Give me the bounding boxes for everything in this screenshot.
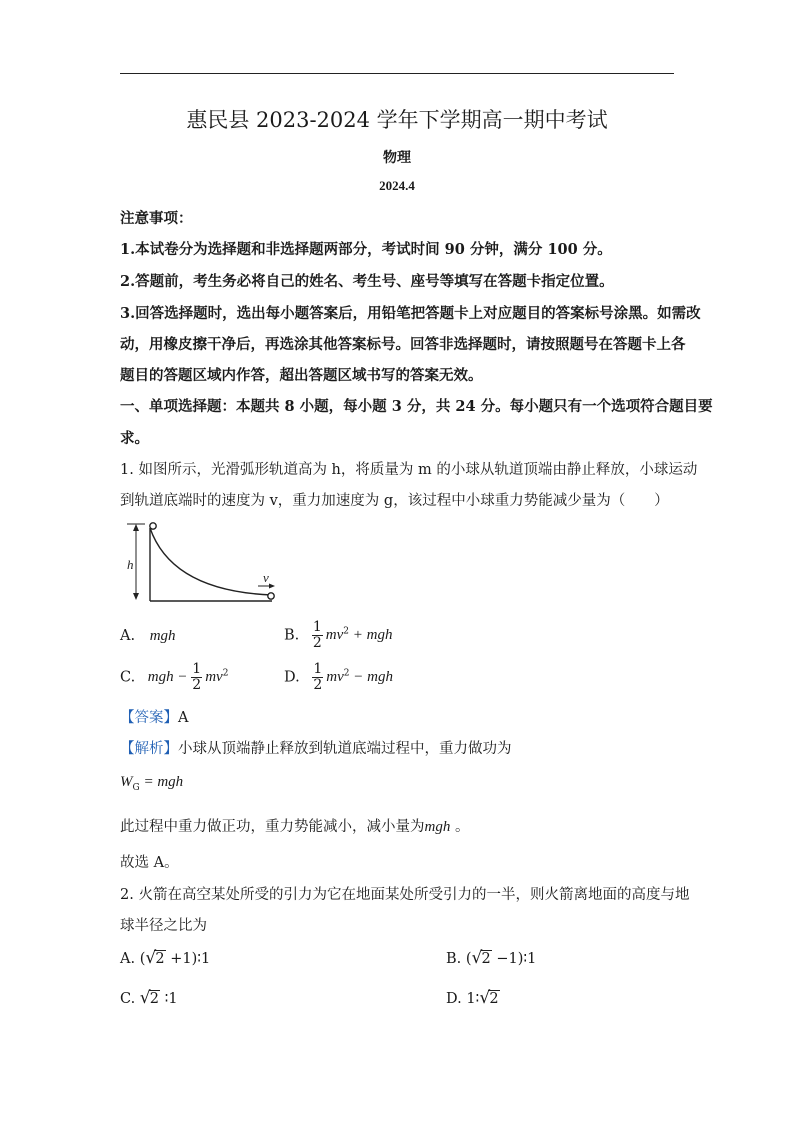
q2-option-b[interactable] xyxy=(446,951,536,967)
notice-item-3-line-2: 动，用橡皮擦干净后，再选涂其他答案标号。回答非选择题时，请按照题号在答题卡上各 xyxy=(120,336,686,353)
option-d-fraction: $\frac{1}{2}$ xyxy=(313,661,323,693)
option-d-exp: 2 xyxy=(343,668,350,679)
option-a-text: mgh xyxy=(149,628,176,644)
q1-option-d[interactable] xyxy=(284,662,393,693)
option-c-label: C. xyxy=(120,669,136,686)
q1-analysis xyxy=(120,737,512,758)
q1-choose: 故选 A。 xyxy=(120,855,179,871)
option-b-mv: mv xyxy=(325,627,344,643)
q2-option-d[interactable] xyxy=(446,991,500,1007)
q1-track-figure xyxy=(124,519,284,609)
q2-stem-line-2: 球半径之比为 xyxy=(120,918,207,934)
notice-item-3-line-1: 3.回答选择题时，选出每小题答案后，用铅笔把答题卡上对应题目的答案标号涂黑。如需改 xyxy=(120,305,701,322)
option-c-pre: mgh − xyxy=(147,669,192,685)
option-b-label: B. xyxy=(284,627,300,644)
exam-title: 惠民县 2023-2024 学年下学期高一期中考试 xyxy=(186,108,608,132)
q1-option-a[interactable] xyxy=(120,628,176,645)
q2-a-sqrt: √ 2 xyxy=(145,951,165,967)
q1-stem-line-1: 1. 如图所示，光滑弧形轨道高为 h，将质量为 m 的小球从轨道顶端由静止释放，小球运动 xyxy=(120,462,698,478)
conclusion-pre: 此过程中重力做正功，重力势能减小，减小量为 xyxy=(120,819,425,835)
q2-b-pre: B. ( xyxy=(446,951,472,967)
conclusion-math: mgh xyxy=(424,819,451,835)
notice-item-3-line-3: 题目的答题区域内作答，超出答题区域书写的答案无效。 xyxy=(120,367,483,384)
q1-answer xyxy=(120,706,188,727)
notice-item-1: 1.本试卷分为选择题和非选择题两部分，考试时间 90 分钟，满分 100 分。 xyxy=(120,241,612,258)
option-c-exp: 2 xyxy=(222,668,229,679)
option-c-fraction: $\frac{1}{2}$ xyxy=(192,661,202,693)
option-c-mv: mv xyxy=(205,669,223,685)
exam-subject: 物理 xyxy=(383,150,411,166)
exam-date: 2024.4 xyxy=(379,178,415,193)
q2-b-post: −1)∶1 xyxy=(491,951,537,967)
conclusion-post: 。 xyxy=(450,819,470,835)
q1-option-b[interactable] xyxy=(284,620,393,651)
notice-heading: 注意事项： xyxy=(120,210,193,227)
option-d-rest: − mgh xyxy=(349,669,393,685)
notice-item-2: 2.答题前，考生务必将自己的姓名、考生号、座号等填写在答题卡指定位置。 xyxy=(120,273,614,290)
answer-value: A xyxy=(178,710,189,726)
q2-c-post: ∶1 xyxy=(160,991,178,1007)
q2-a-pre: A. ( xyxy=(120,951,146,967)
q2-option-c[interactable] xyxy=(120,991,178,1007)
header-rule xyxy=(120,73,674,74)
q2-b-sqrt: √ 2 xyxy=(472,951,492,967)
q2-c-sqrt: √ 2 xyxy=(140,991,160,1007)
option-b-fraction: $\frac{1}{2}$ xyxy=(312,619,322,651)
analysis-tag: 【解析】 xyxy=(120,741,178,757)
ball-top-icon xyxy=(150,523,156,529)
option-d-label: D. xyxy=(284,669,300,686)
option-d-mv: mv xyxy=(326,669,344,685)
q2-d-pre: D. 1∶ xyxy=(446,991,480,1007)
formula-w: W xyxy=(120,774,133,790)
option-b-exp: 2 xyxy=(343,626,350,637)
ball-bottom-icon xyxy=(268,593,274,599)
section-heading-line-1: 一、单项选择题：本题共 8 小题，每小题 3 分，共 24 分。每小题只有一个选项符合题目要 xyxy=(120,398,713,415)
q2-c-pre: C. xyxy=(120,991,140,1007)
q2-a-post: +1)∶1 xyxy=(165,951,211,967)
analysis-text: 小球从顶端静止释放到轨道底端过程中，重力做功为 xyxy=(178,741,512,757)
q1-stem-line-2: 到轨道底端时的速度为 v，重力加速度为 g，该过程中小球重力势能减少量为（ ） xyxy=(120,493,669,509)
section-heading-line-2: 求。 xyxy=(120,430,149,447)
q2-option-a[interactable] xyxy=(120,951,210,967)
q1-option-c[interactable] xyxy=(120,662,228,693)
figure-v-label: v xyxy=(263,570,269,585)
q2-d-sqrt: √ 2 xyxy=(479,991,499,1007)
velocity-arrow-icon xyxy=(269,584,275,589)
q1-work-formula xyxy=(120,771,183,793)
option-b-rest: + mgh xyxy=(349,627,393,643)
formula-subscript: G xyxy=(132,783,140,794)
q1-conclusion xyxy=(120,815,469,836)
q2-stem-line-1: 2. 火箭在高空某处所受的引力为它在地面某处所受引力的一半，则火箭离地面的高度与地 xyxy=(120,887,690,903)
answer-tag: 【答案】 xyxy=(120,710,178,726)
formula-rest: = mgh xyxy=(139,774,184,790)
figure-h-label: h xyxy=(127,557,134,572)
option-a-label: A. xyxy=(120,628,136,644)
